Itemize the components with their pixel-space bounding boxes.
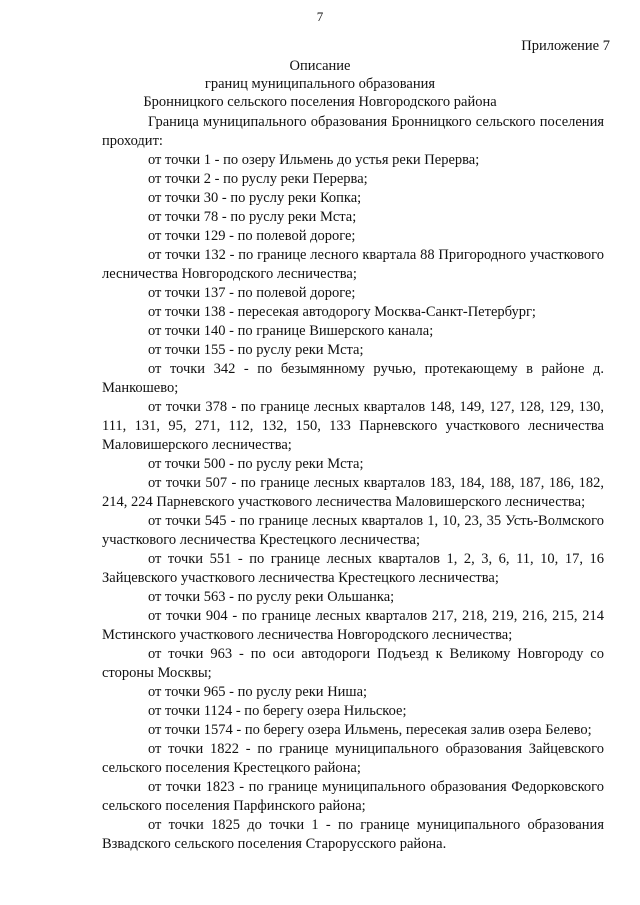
boundary-item: от точки 140 - по границе Вишерского канала; xyxy=(148,323,434,339)
boundary-item: от точки 1 - по озеру Ильмень до устья реки Перерва; xyxy=(148,152,480,168)
boundary-item: от точки 1574 - по берегу озера Ильмень, пересекая залив озера Белево; xyxy=(148,722,592,738)
boundary-item: от точки 963 - по оси автодороги Подъезд к Великому Новгороду со стороны Москвы; xyxy=(102,646,604,681)
boundary-item: от точки 1822 - по границе муниципального образования Зайцевского сельского поселения Крестецкого района; xyxy=(102,741,604,776)
page-number: 7 xyxy=(316,9,324,24)
title-line-2: границ муниципального образования xyxy=(204,76,436,92)
boundary-item: от точки 2 - по руслу реки Перерва; xyxy=(148,171,368,187)
boundary-item: от точки 342 - по безымянному ручью, протекающему в районе д. Манкошево; xyxy=(102,361,604,396)
title-line-1: Описание xyxy=(289,58,351,74)
boundary-item: от точки 138 - пересекая автодорогу Москва-Санкт-Петербург; xyxy=(148,304,536,320)
title-line-3: Бронницкого сельского поселения Новгородского района xyxy=(143,94,497,110)
boundary-item: от точки 30 - по руслу реки Копка; xyxy=(148,190,362,206)
boundary-item: от точки 155 - по руслу реки Мста; xyxy=(148,342,364,358)
boundary-item: от точки 129 - по полевой дороге; xyxy=(148,228,356,244)
boundary-item: от точки 132 - по границе лесного квартала 88 Пригородного участкового лесничества Новгородского лесничества; xyxy=(102,247,604,282)
appendix-label: Приложение 7 xyxy=(521,38,610,54)
intro-paragraph: Граница муниципального образования Бронницкого сельского поселения проходит: xyxy=(102,114,604,149)
boundary-item: от точки 563 - по руслу реки Ольшанка; xyxy=(148,589,395,605)
boundary-item: от точки 500 - по руслу реки Мста; xyxy=(148,456,364,472)
boundary-item: от точки 545 - по границе лесных кварталов 1, 10, 23, 35 Усть-Волмского участкового лесничества Крестецкого лесничества; xyxy=(102,513,604,548)
boundary-item: от точки 551 - по границе лесных кварталов 1, 2, 3, 6, 11, 10, 17, 16 Зайцевского участкового лесничества Крестецкого лесничества; xyxy=(102,551,604,586)
document-title xyxy=(0,57,640,111)
boundary-description xyxy=(102,113,604,854)
boundary-item: от точки 965 - по руслу реки Ниша; xyxy=(148,684,368,700)
boundary-item: от точки 904 - по границе лесных кварталов 217, 218, 219, 216, 215, 214 Мстинского участкового лесничества Новгородского лесничества; xyxy=(102,608,604,643)
boundary-item: от точки 1825 до точки 1 - по границе муниципального образования Взвадского сельского поселения Старорусского района. xyxy=(102,817,604,852)
boundary-item: от точки 1124 - по берегу озера Нильское; xyxy=(148,703,407,719)
boundary-item: от точки 78 - по руслу реки Мста; xyxy=(148,209,357,225)
boundary-item: от точки 137 - по полевой дороге; xyxy=(148,285,356,301)
boundary-item: от точки 507 - по границе лесных кварталов 183, 184, 188, 187, 186, 182, 214, 224 Парневского участкового лесничества Маловишерского лесничества; xyxy=(102,475,604,510)
boundary-item: от точки 378 - по границе лесных кварталов 148, 149, 127, 128, 129, 130, 111, 131, 95, 271, 112, 132, 150, 133 Парневского участкового лесничества Маловишерского лесничества; xyxy=(102,399,604,453)
boundary-item: от точки 1823 - по границе муниципального образования Федорковского сельского поселения Парфинского района; xyxy=(102,779,604,814)
